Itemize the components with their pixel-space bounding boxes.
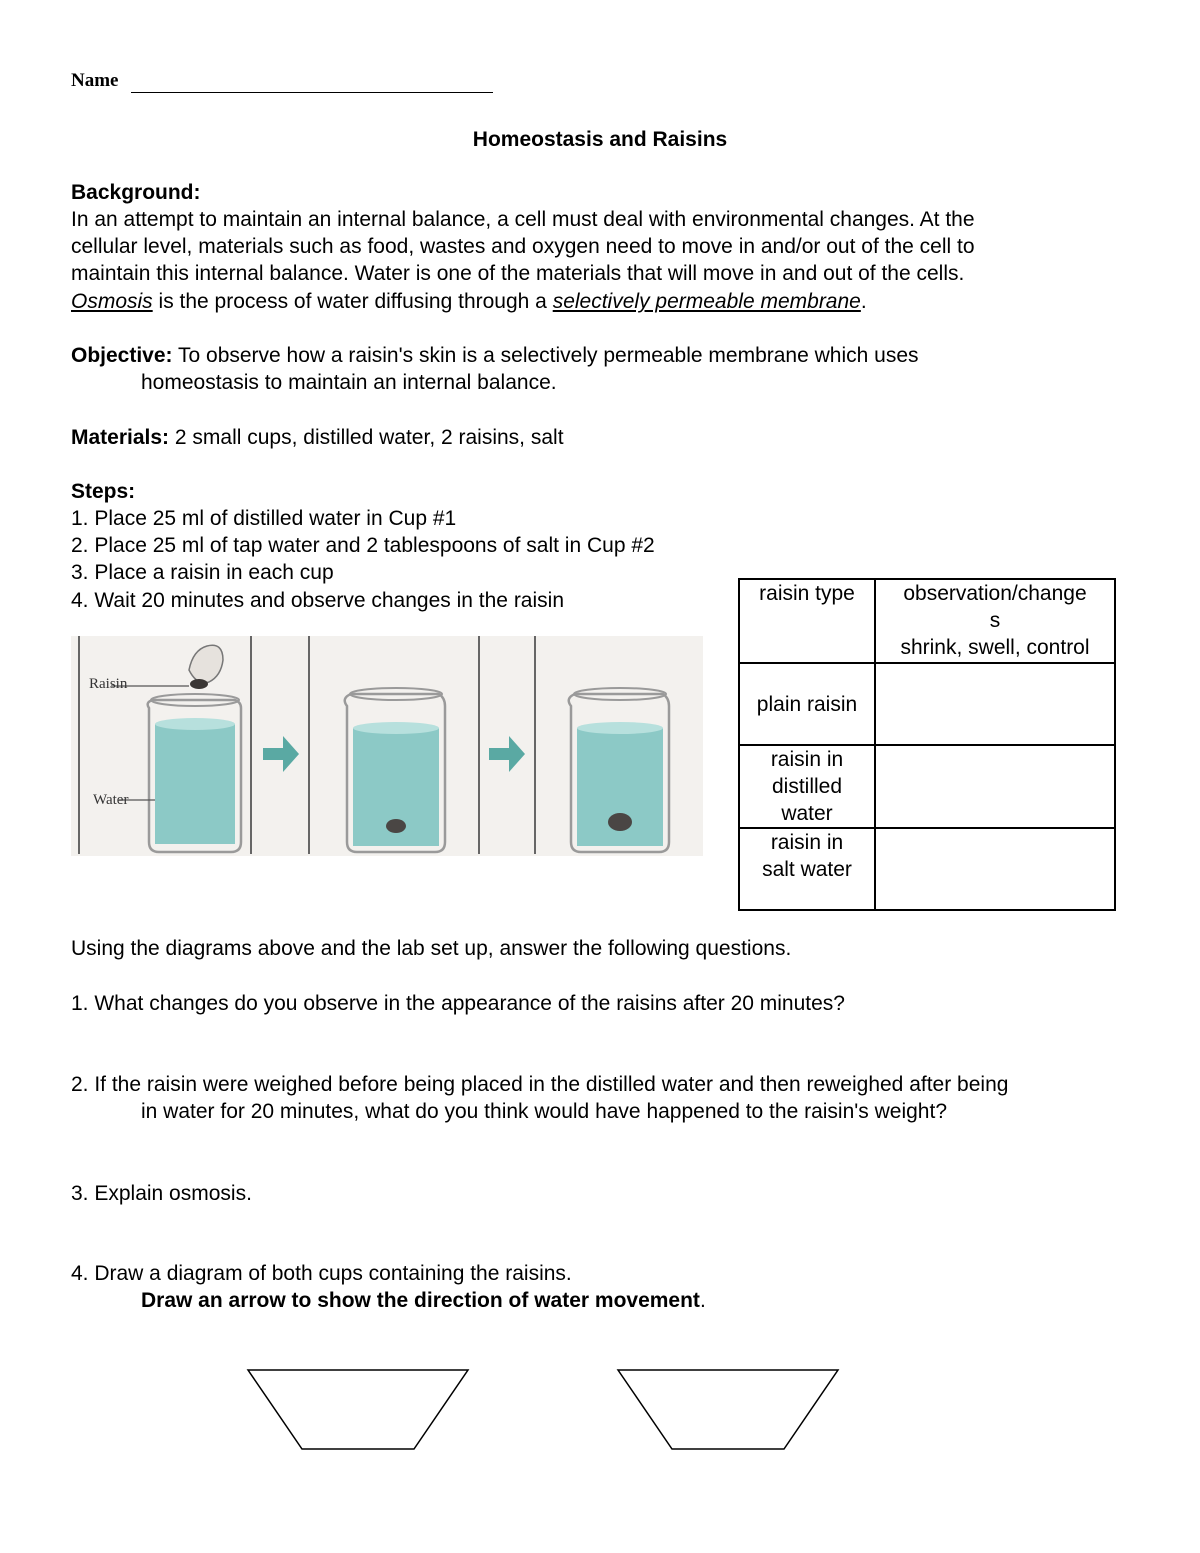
cup-outline-1[interactable] (246, 1368, 470, 1452)
water-surface (577, 722, 663, 734)
background-line-2: cellular level, materials such as food, wastes and oxygen need to move in and/or out of the cell to (71, 235, 975, 258)
row-label: raisin in salt water (739, 828, 875, 910)
background-line-1: In an attempt to maintain an internal balance, a cell must deal with environmental changes. At the (71, 208, 975, 231)
observation-cell[interactable] (875, 745, 1115, 828)
questions-intro: Using the diagrams above and the lab set up, answer the following questions. (71, 937, 792, 960)
beaker-diagram (71, 636, 703, 856)
water-surface (353, 722, 439, 734)
observation-cell[interactable] (875, 828, 1115, 910)
background-line-3: maintain this internal balance. Water is one of the materials that will move in and out of the cells. (71, 262, 965, 285)
materials: Materials: 2 small cups, distilled water, 2 raisins, salt (71, 426, 564, 449)
question-1: 1. What changes do you observe in the appearance of the raisins after 20 minutes? (71, 992, 845, 1015)
header-raisin-type: raisin type (739, 579, 875, 663)
osmosis-term: Osmosis (71, 290, 153, 313)
step-4: 4. Wait 20 minutes and observe changes in the raisin (71, 589, 564, 612)
row-label: raisin in distilled water (739, 745, 875, 828)
water-fill (155, 724, 235, 844)
question-2: 2. If the raisin were weighed before being placed in the distilled water and then reweighed after being (71, 1073, 1009, 1096)
figure-label-water: Water (93, 792, 129, 808)
question-3: 3. Explain osmosis. (71, 1182, 252, 1205)
name-label: Name (71, 70, 119, 91)
table-row (739, 663, 1115, 745)
page-title: Homeostasis and Raisins (472, 128, 728, 151)
objective: Objective: To observe how a raisin's skin is a selectively permeable membrane which uses (71, 344, 919, 367)
header-observation: observation/change s shrink, swell, control (875, 579, 1115, 663)
name-input-line[interactable] (131, 92, 493, 93)
table-header-row (739, 579, 1115, 663)
membrane-term: selectively permeable membrane (552, 290, 861, 313)
background-heading: Background: (71, 181, 201, 204)
question-2-cont: in water for 20 minutes, what do you think would have happened to the raisin's weight? (141, 1100, 947, 1123)
raisin-icon (608, 813, 632, 831)
question-4-instruction: Draw an arrow to show the direction of water movement. (141, 1289, 706, 1312)
step-3: 3. Place a raisin in each cup (71, 561, 334, 584)
step-1: 1. Place 25 ml of distilled water in Cup #1 (71, 507, 457, 530)
water-surface (155, 718, 235, 730)
question-4: 4. Draw a diagram of both cups containing the raisins. (71, 1262, 572, 1285)
steps-heading: Steps: (71, 480, 136, 503)
row-label: plain raisin (739, 663, 875, 745)
cup-outline-2[interactable] (616, 1368, 840, 1452)
figure-label-raisin: Raisin (89, 676, 128, 692)
table-row (739, 828, 1115, 910)
step-2: 2. Place 25 ml of tap water and 2 tablespoons of salt in Cup #2 (71, 534, 655, 557)
raisin-icon (190, 679, 208, 689)
observation-cell[interactable] (875, 663, 1115, 745)
table-row (739, 745, 1115, 828)
background-line-4: Osmosis is the process of water diffusing through a selectively permeable membrane. (71, 290, 867, 313)
objective-line-2: homeostasis to maintain an internal balance. (141, 371, 557, 394)
observation-table (738, 578, 1116, 911)
raisin-icon (386, 819, 406, 833)
